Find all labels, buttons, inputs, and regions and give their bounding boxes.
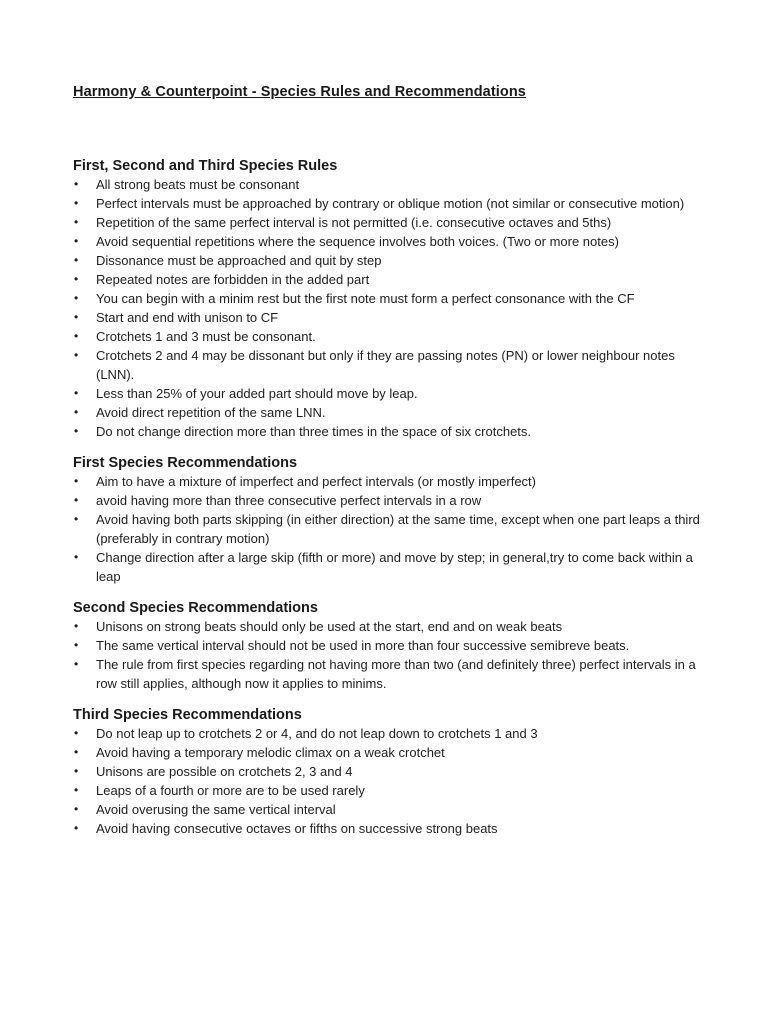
bullet-icon: •	[74, 310, 79, 324]
bullet-icon: •	[74, 196, 79, 210]
section-second-species-recommendations	[73, 599, 703, 693]
list-item	[73, 743, 703, 762]
rules-list	[73, 175, 703, 441]
bullet-icon: •	[74, 234, 79, 248]
bullet-icon: •	[74, 821, 79, 835]
list-item-text: Crotchets 2 and 4 may be dissonant but only if they are passing notes (PN) or lower neighbour notes (LNN).	[96, 348, 675, 382]
list-item	[73, 308, 703, 327]
rules-list	[73, 617, 703, 693]
bullet-icon: •	[74, 424, 79, 438]
bullet-icon: •	[74, 783, 79, 797]
list-item-text: Do not leap up to crotchets 2 or 4, and do not leap down to crotchets 1 and 3	[96, 726, 538, 741]
bullet-icon: •	[74, 619, 79, 633]
list-item-text: Avoid overusing the same vertical interval	[96, 802, 336, 817]
list-item-text: Less than 25% of your added part should move by leap.	[96, 386, 418, 401]
bullet-icon: •	[74, 550, 79, 564]
list-item-text: Do not change direction more than three times in the space of six crotchets.	[96, 424, 532, 439]
list-item	[73, 346, 703, 384]
list-item-text: Avoid sequential repetitions where the sequence involves both voices. (Two or more notes)	[96, 234, 619, 249]
list-item	[73, 384, 703, 403]
list-item-text: Aim to have a mixture of imperfect and perfect intervals (or mostly imperfect)	[96, 474, 536, 489]
list-item-text: Start and end with unison to CF	[96, 310, 279, 325]
bullet-icon: •	[74, 386, 79, 400]
list-item	[73, 270, 703, 289]
list-item	[73, 251, 703, 270]
list-item-text: Avoid having both parts skipping (in either direction) at the same time, except when one part leaps a third (preferably in contrary motion)	[96, 512, 700, 546]
list-item-text: Unisons on strong beats should only be used at the start, end and on weak beats	[96, 619, 563, 634]
list-item-text: Dissonance must be approached and quit by step	[96, 253, 382, 268]
list-item-text: Perfect intervals must be approached by contrary or oblique motion (not similar or consecutive motion)	[96, 196, 685, 211]
list-item-text: Change direction after a large skip (fifth or more) and move by step; in general,try to come back within a leap	[96, 550, 693, 584]
rules-list	[73, 472, 703, 586]
list-item-text: Repetition of the same perfect interval is not permitted (i.e. consecutive octaves and 5ths)	[96, 215, 612, 230]
list-item	[73, 800, 703, 819]
section-species-rules	[73, 157, 703, 441]
section-heading: Third Species Recommendations	[73, 707, 302, 723]
bullet-icon: •	[74, 405, 79, 419]
list-item	[73, 655, 703, 693]
list-item	[73, 422, 703, 441]
bullet-icon: •	[74, 764, 79, 778]
list-item	[73, 724, 703, 743]
document-page	[73, 82, 703, 838]
list-item-text: You can begin with a minim rest but the first note must form a perfect consonance with the CF	[96, 291, 635, 306]
bullet-icon: •	[74, 726, 79, 740]
list-item	[73, 636, 703, 655]
list-item	[73, 175, 703, 194]
list-item	[73, 617, 703, 636]
bullet-icon: •	[74, 657, 79, 671]
bullet-icon: •	[74, 291, 79, 305]
list-item-text: Avoid having consecutive octaves or fifths on successive strong beats	[96, 821, 498, 836]
list-item	[73, 781, 703, 800]
list-item	[73, 403, 703, 422]
list-item-text: Avoid having a temporary melodic climax on a weak crotchet	[96, 745, 445, 760]
bullet-icon: •	[74, 802, 79, 816]
list-item-text: All strong beats must be consonant	[96, 177, 300, 192]
bullet-icon: •	[74, 745, 79, 759]
list-item	[73, 762, 703, 781]
section-third-species-recommendations	[73, 706, 703, 838]
list-item	[73, 548, 703, 586]
list-item	[73, 213, 703, 232]
rules-list	[73, 724, 703, 838]
list-item	[73, 491, 703, 510]
list-item	[73, 232, 703, 251]
bullet-icon: •	[74, 177, 79, 191]
bullet-icon: •	[74, 493, 79, 507]
list-item-text: Leaps of a fourth or more are to be used rarely	[96, 783, 365, 798]
list-item	[73, 819, 703, 838]
bullet-icon: •	[74, 215, 79, 229]
bullet-icon: •	[74, 329, 79, 343]
list-item-text: The same vertical interval should not be used in more than four successive semibreve beats.	[96, 638, 630, 653]
bullet-icon: •	[74, 512, 79, 526]
list-item-text: The rule from first species regarding not having more than two (and definitely three) perfect intervals in a row still applies, although now it applies to minims.	[96, 657, 696, 691]
list-item	[73, 289, 703, 308]
section-heading: Second Species Recommendations	[73, 600, 318, 616]
list-item-text: Crotchets 1 and 3 must be consonant.	[96, 329, 316, 344]
bullet-icon: •	[74, 474, 79, 488]
bullet-icon: •	[74, 253, 79, 267]
document-title: Harmony & Counterpoint - Species Rules and Recommendations	[73, 84, 526, 100]
section-first-species-recommendations	[73, 454, 703, 586]
list-item-text: Repeated notes are forbidden in the added part	[96, 272, 370, 287]
list-item	[73, 510, 703, 548]
list-item-text: Avoid direct repetition of the same LNN.	[96, 405, 326, 420]
list-item	[73, 327, 703, 346]
list-item-text: Unisons are possible on crotchets 2, 3 and 4	[96, 764, 353, 779]
section-heading: First, Second and Third Species Rules	[73, 158, 338, 174]
bullet-icon: •	[74, 272, 79, 286]
list-item-text: avoid having more than three consecutive perfect intervals in a row	[96, 493, 482, 508]
bullet-icon: •	[74, 348, 79, 362]
section-heading: First Species Recommendations	[73, 455, 298, 471]
list-item	[73, 194, 703, 213]
list-item	[73, 472, 703, 491]
bullet-icon: •	[74, 638, 79, 652]
